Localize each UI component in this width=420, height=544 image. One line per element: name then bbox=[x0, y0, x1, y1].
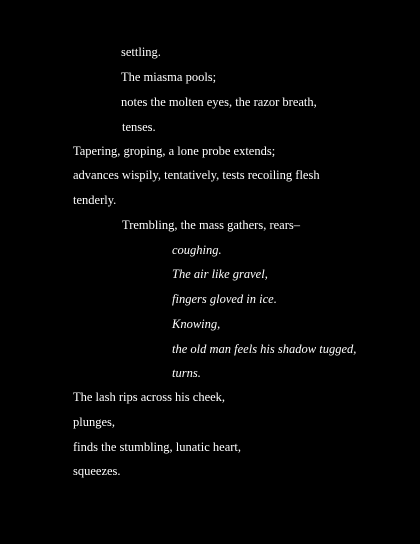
poem-line: tenderly. bbox=[73, 193, 117, 207]
poem-line-italic: The air like gravel, bbox=[172, 267, 268, 281]
poem-line: Trembling, the mass gathers, rears– bbox=[122, 218, 300, 232]
poem-line: The miasma pools; bbox=[121, 70, 217, 84]
poem-line-italic: Knowing, bbox=[172, 317, 221, 331]
poem-line: Tapering, groping, a lone probe extends; bbox=[73, 144, 276, 158]
poem-line-italic: fingers gloved in ice. bbox=[172, 292, 277, 306]
poem-line-italic: coughing. bbox=[172, 243, 222, 257]
poem-line: advances wispily, tentatively, tests recoiling flesh bbox=[73, 168, 320, 182]
poem-line-italic: turns. bbox=[172, 366, 201, 380]
poem-line: settling. bbox=[121, 45, 161, 59]
poem-line: finds the stumbling, lunatic heart, bbox=[73, 440, 242, 454]
poem-line: notes the molten eyes, the razor breath, bbox=[121, 95, 317, 109]
poem-line-italic: the old man feels his shadow tugged, bbox=[172, 342, 357, 356]
poem-line: squeezes. bbox=[73, 464, 121, 478]
poem-line: plunges, bbox=[73, 415, 116, 429]
poem-line: tenses. bbox=[122, 120, 156, 134]
poem-line: The lash rips across his cheek, bbox=[73, 390, 226, 404]
